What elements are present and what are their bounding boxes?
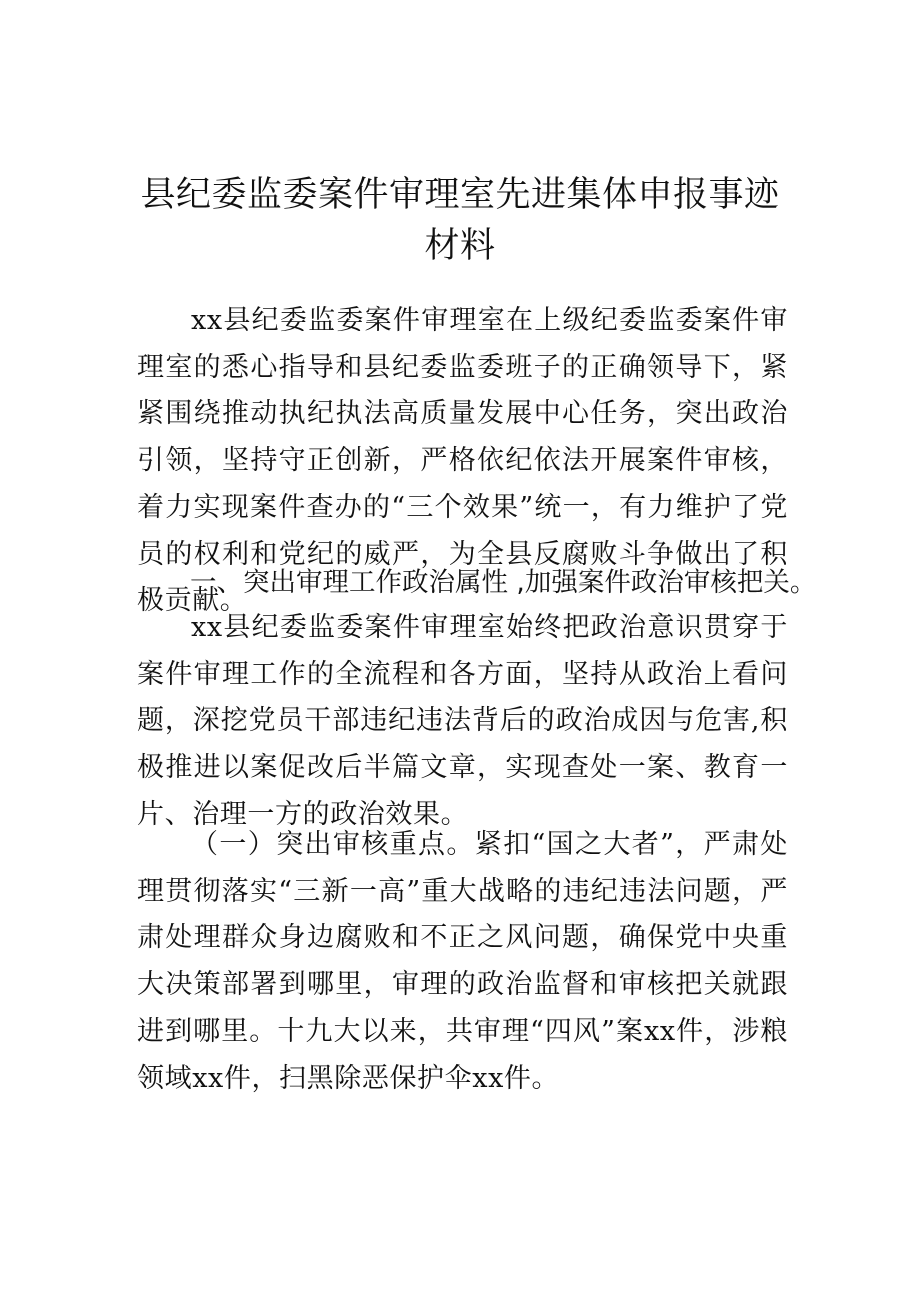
subsection-1-paragraph: （一）突出审核重点。紧扣“国之大者”，严肃处理贯彻落实“三新一高”重大战略的违纪违法问题，严肃处理群众身边腐败和不正之风问题，确保党中央重大决策部署到哪里，审理的政治监督和审核把关就跟进到哪里。十九大以来，共审理“四风”案xx件，涉粮领域xx件，扫黑除恶保护伞xx件。	[137, 829, 788, 1094]
section-heading-1: 一、突出审理工作政治属性 ,加强案件政治审核把关。	[190, 567, 817, 598]
document-title-line-1: 县纪委监委案件审理室先进集体申报事迹	[140, 175, 780, 215]
intro-paragraph: xx县纪委监委案件审理室在上级纪委监委案件审理室的悉心指导和县纪委监委班子的正确领导下，紧紧围绕推动执纪执法高质量发展中心任务，突出政治引领，坚持守正创新，严格依纪依法开展案件审核，着力实现案件查办的“三个效果”统一，有力维护了党员的权利和党纪的威严，为全县反腐败斗争做出了积极贡献。	[137, 305, 788, 617]
section-1-paragraph: xx县纪委监委案件审理室始终把政治意识贯穿于案件审理工作的全流程和各方面，坚持从政治上看问题，深挖党员干部违纪违法背后的政治成因与危害,积极推进以案促改后半篇文章，实现查处一案、教育一片、治理一方的政治效果。	[137, 612, 788, 830]
document-title-line-2: 材料	[424, 226, 496, 266]
